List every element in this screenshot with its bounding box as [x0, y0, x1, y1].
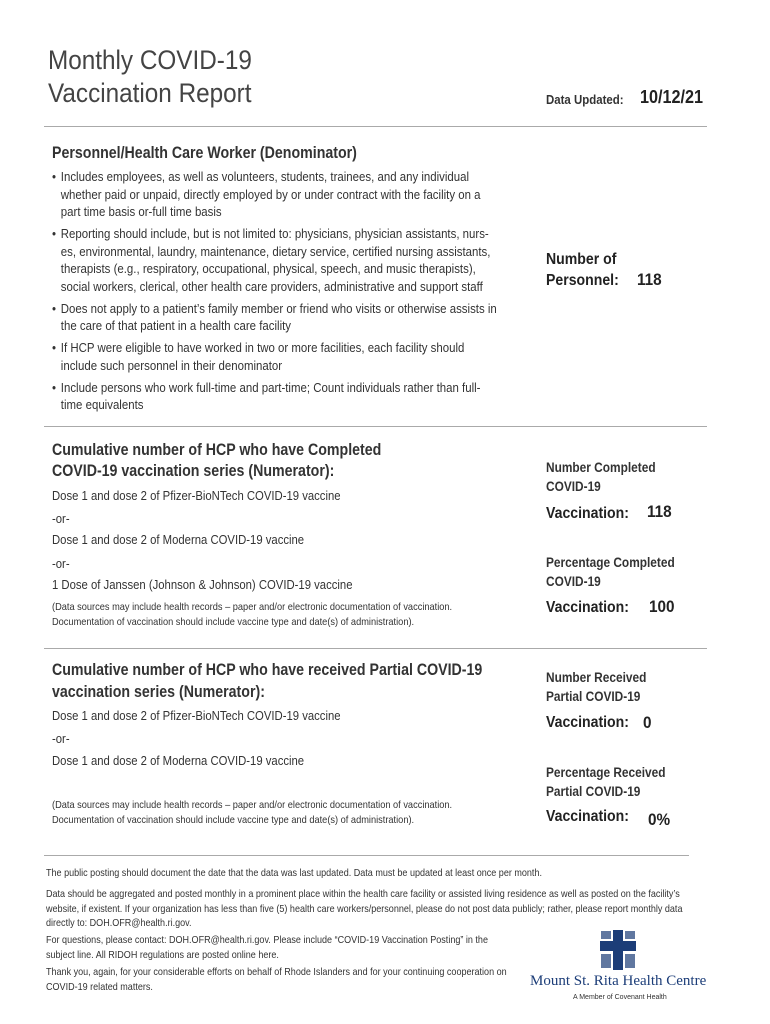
- completed-or-1: -or-: [52, 511, 70, 526]
- completed-number-label-2: COVID-19: [546, 479, 601, 494]
- completed-pct-label-3: Vaccination:: [546, 599, 629, 616]
- completed-pct-label: [546, 553, 675, 591]
- report-title: [48, 44, 252, 110]
- completed-number-label: [546, 458, 656, 496]
- partial-note-1: (Data sources may include health records – paper and/or electronic documentation of vaccination.: [52, 799, 453, 811]
- personnel-bullet-list: [52, 168, 497, 418]
- completed-pct-label-1: Percentage Completed: [546, 555, 675, 570]
- bullet-item: • Does not apply to a patient’s family member or friend who visits or otherwise assists in the care of that patient in a health care facility: [52, 300, 501, 335]
- partial-number-label-2: Partial COVID-19: [546, 689, 641, 704]
- personnel-heading: Personnel/Health Care Worker (Denominator): [52, 144, 357, 162]
- divider-personnel: [44, 426, 707, 427]
- partial-pct-label-2: Partial COVID-19: [546, 784, 641, 799]
- personnel-number-label-1: Number of: [546, 251, 617, 268]
- bullet-item: • Include persons who work full-time and part-time; Count individuals rather than full-time equivalents: [52, 379, 501, 414]
- completed-pct-value: 100: [649, 597, 675, 616]
- divider-completed: [44, 648, 707, 649]
- partial-pct-value: 0%: [648, 810, 671, 829]
- title-line-2: Vaccination Report: [48, 78, 252, 108]
- title-line-1: Monthly COVID-19: [48, 45, 252, 75]
- partial-heading-1: Cumulative number of HCP who have received Partial COVID-19: [52, 661, 483, 679]
- completed-number-label-1: Number Completed: [546, 460, 656, 475]
- logo-tagline: A Member of Covenant Health: [573, 994, 667, 1001]
- completed-heading-1: Cumulative number of HCP who have Completed: [52, 441, 382, 459]
- completed-note-1: (Data sources may include health records – paper and/or electronic documentation of vaccination.: [52, 601, 453, 613]
- partial-number-label-3: Vaccination:: [546, 714, 629, 731]
- partial-number-label: [546, 668, 646, 706]
- partial-heading-2: vaccination series (Numerator):: [52, 683, 265, 701]
- partial-line-2: Dose 1 and dose 2 of Moderna COVID-19 vaccine: [52, 753, 305, 768]
- logo-name: Mount St. Rita Health Centre: [530, 973, 707, 989]
- partial-pct-label-3: Vaccination:: [546, 808, 629, 825]
- completed-line-1: Dose 1 and dose 2 of Pfizer-BioNTech COVID-19 vaccine: [52, 488, 341, 503]
- completed-pct-label-2: COVID-19: [546, 574, 601, 589]
- divider-top: [44, 126, 707, 127]
- footer-p4: Thank you, again, for your considerable efforts on behalf of Rhode Islanders and for your continuing cooperation on COVID-19 related matters.: [46, 966, 507, 993]
- bullet-item: • If HCP were eligible to have worked in two or more facilities, each facility should include such personnel in their denominator: [52, 339, 501, 374]
- personnel-number-value: 118: [637, 270, 662, 289]
- bullet-item: • Includes employees, as well as volunteers, students, trainees, and any individual whether paid or unpaid, directly employed by or under contract with the facility on a part time basis or-full time basis: [52, 168, 501, 221]
- bullet-item: • Reporting should include, but is not limited to: physicians, physician assistants, nurs-es, environmental, laundry, maintenance, dietary service, certified nursing assistants, therapists (e.g., respiratory, occupational, physical, speech, and music therapists), social workers, clerical, other health care providers, administrative and support staff: [52, 225, 501, 295]
- completed-number-value: 118: [647, 502, 672, 521]
- partial-line-1: Dose 1 and dose 2 of Pfizer-BioNTech COVID-19 vaccine: [52, 708, 341, 723]
- footer-p3: For questions, please contact: DOH.OFR@health.ri.gov. Please include “COVID-19 Vaccination Posting” in the subject line. All RIDOH regulations are posted online here.: [46, 934, 488, 961]
- hospital-cross-icon: [598, 928, 638, 972]
- partial-note-2: Documentation of vaccination should include vaccine type and date(s) of administration).: [52, 814, 415, 826]
- partial-note: [52, 798, 452, 828]
- divider-partial: [44, 855, 689, 856]
- logo: [530, 925, 710, 1005]
- partial-or-1: -or-: [52, 731, 70, 746]
- data-updated-label: Data Updated:: [546, 92, 624, 107]
- footer-p2: Data should be aggregated and posted monthly in a prominent place within the health care facility or assisted living residence as well as posted on the facility’s website, if existent. If your organization has less than five (5) health care workers/personnel, please do not post data publicly; rather, please report monthly data directly to: DOH.OFR@health.ri.gov.: [46, 888, 683, 929]
- partial-pct-label: [546, 763, 666, 801]
- partial-number-value: 0: [643, 713, 652, 732]
- footer-p1: The public posting should document the date that the data was last updated. Data must be updated at least once per month.: [46, 867, 542, 879]
- data-updated-value: 10/12/21: [640, 87, 704, 107]
- completed-or-2: -or-: [52, 556, 70, 571]
- partial-number-label-1: Number Received: [546, 670, 647, 685]
- completed-note: [52, 600, 452, 630]
- partial-pct-label-1: Percentage Received: [546, 765, 666, 780]
- completed-note-2: Documentation of vaccination should include vaccine type and date(s) of administration).: [52, 616, 415, 628]
- completed-line-2: Dose 1 and dose 2 of Moderna COVID-19 vaccine: [52, 532, 305, 547]
- personnel-number-label-2: Personnel:: [546, 272, 619, 289]
- completed-heading-2: COVID-19 vaccination series (Numerator):: [52, 462, 335, 480]
- completed-line-3: 1 Dose of Janssen (Johnson & Johnson) COVID-19 vaccine: [52, 577, 353, 592]
- completed-number-label-3: Vaccination:: [546, 505, 629, 522]
